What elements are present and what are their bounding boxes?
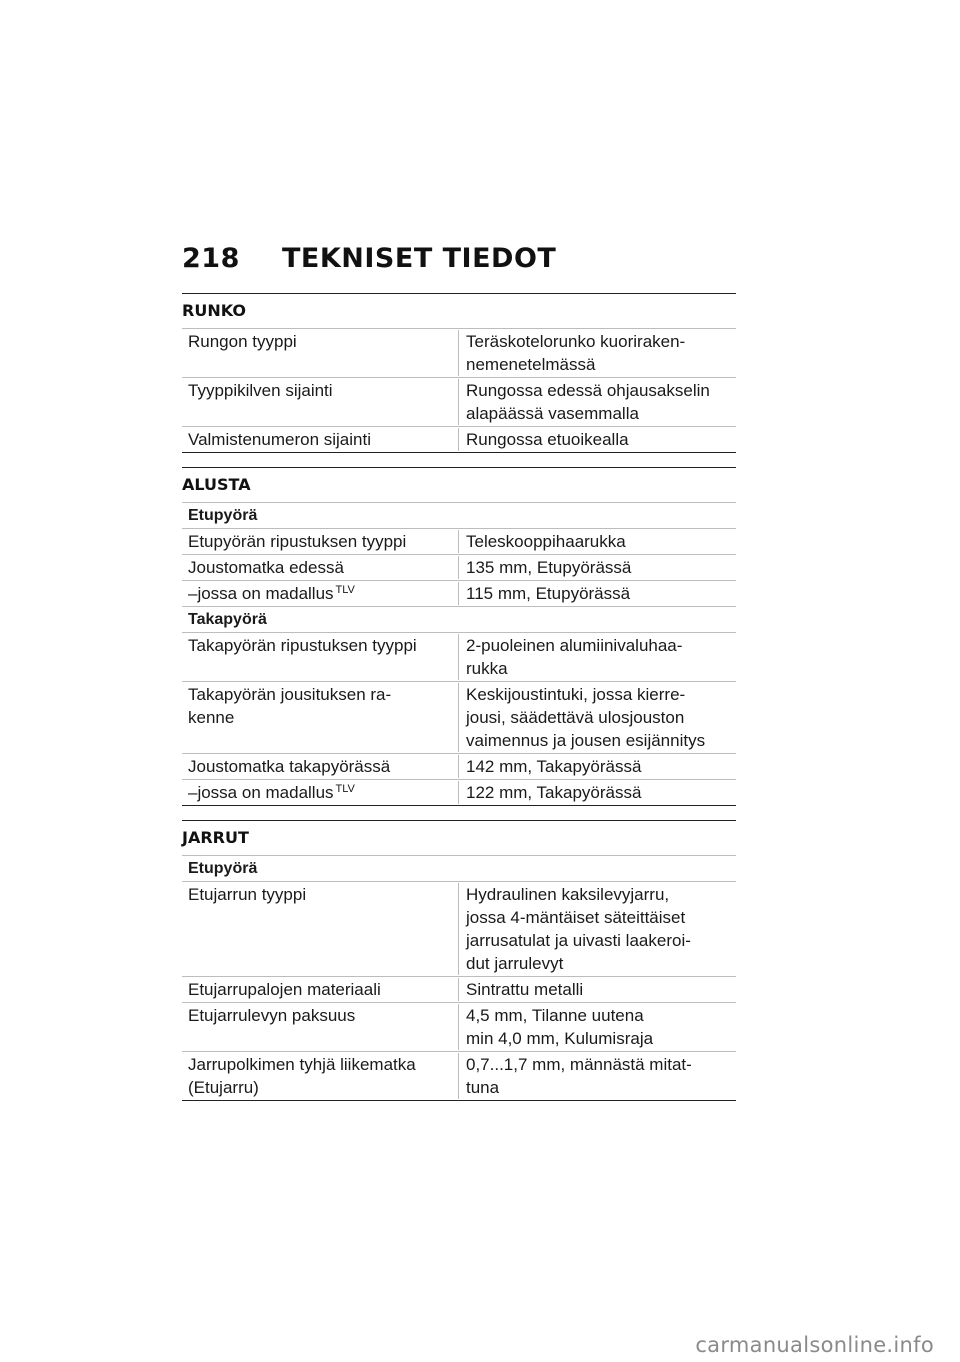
value-line: jarrusatulat ja uivasti laakeroi- xyxy=(466,931,691,950)
value-line: 4,5 mm, Tilanne uutena xyxy=(466,1006,644,1025)
value-line: min 4,0 mm, Kulumisraja xyxy=(466,1029,654,1048)
value-line: Teräskotelorunko kuoriraken- xyxy=(466,332,686,351)
row-value xyxy=(458,330,736,376)
value-line: Keskijoustintuki, jossa kierre- xyxy=(466,685,686,704)
section-title-alusta: ALUSTA xyxy=(182,475,251,494)
label-line: Takapyörän ripustuksen tyyppi xyxy=(188,636,417,655)
page-title: TEKNISET TIEDOT xyxy=(282,243,557,274)
subheading-row xyxy=(182,502,736,528)
value-line: vaimennus ja jousen esijännitys xyxy=(466,731,706,750)
value-line: Hydraulinen kaksilevyjarru, xyxy=(466,885,670,904)
tlv-superscript: TLV xyxy=(335,783,355,795)
subheading-row xyxy=(182,855,736,881)
label-text: –jossa on madallus xyxy=(188,584,334,603)
value-line: nemenetelmässä xyxy=(466,355,596,374)
row-label xyxy=(182,755,458,778)
row-label: Rungon tyyppi xyxy=(188,332,297,351)
section-runko xyxy=(182,293,736,453)
row-label xyxy=(182,634,458,680)
value-line: alapäässä vasemmalla xyxy=(466,404,639,423)
table-row xyxy=(182,881,736,976)
table-row xyxy=(182,554,736,580)
label-line: (Etujarru) xyxy=(188,1078,259,1097)
row-value: Teleskooppihaarukka xyxy=(458,530,736,553)
jarrut-table xyxy=(182,855,736,1101)
row-label xyxy=(182,1004,458,1050)
row-value xyxy=(458,978,736,1001)
row-value xyxy=(458,1053,736,1099)
row-label xyxy=(182,683,458,752)
runko-table xyxy=(182,328,736,453)
table-row xyxy=(182,753,736,779)
row-label: Joustomatka edessä xyxy=(188,558,344,577)
subheading-row xyxy=(182,606,736,632)
value-line: Rungossa edessä ohjausakselin xyxy=(466,381,710,400)
page-number: 218 xyxy=(182,243,240,274)
subheading-etupyora: Etupyörä xyxy=(188,860,258,877)
row-value xyxy=(458,634,736,680)
value-line: jossa 4-mäntäiset säteittäiset xyxy=(466,908,686,927)
table-row xyxy=(182,681,736,753)
row-label xyxy=(182,978,458,1001)
value-line: Rungossa etuoikealla xyxy=(466,430,629,449)
label-text: –jossa on madallus xyxy=(188,783,334,802)
section-title-jarrut: JARRUT xyxy=(182,828,249,847)
row-label: Valmistenumeron sijainti xyxy=(188,430,371,449)
row-value: 122 mm, Takapyörässä xyxy=(458,781,736,804)
table-row xyxy=(182,580,736,606)
section-title-runko: RUNKO xyxy=(182,301,246,320)
row-value xyxy=(458,883,736,975)
row-label xyxy=(182,1053,458,1099)
row-label: Tyyppikilven sijainti xyxy=(188,381,333,400)
alusta-table xyxy=(182,502,736,806)
row-value: 115 mm, Etupyörässä xyxy=(458,582,736,605)
value-line: dut jarrulevyt xyxy=(466,954,564,973)
table-row xyxy=(182,528,736,554)
table-row xyxy=(182,1051,736,1100)
table-row xyxy=(182,1002,736,1051)
value-line: tuna xyxy=(466,1078,500,1097)
table-row xyxy=(182,779,736,805)
label-line: kenne xyxy=(188,708,235,727)
row-value xyxy=(458,1004,736,1050)
label-line: Jarrupolkimen tyhjä liikematka xyxy=(188,1055,416,1074)
value-line: jousi, säädettävä ulosjouston xyxy=(466,708,685,727)
subheading-takapyora: Takapyörä xyxy=(188,611,267,628)
section-alusta xyxy=(182,467,736,806)
row-label xyxy=(182,582,458,605)
label-line: Etujarrun tyyppi xyxy=(188,885,307,904)
page-header xyxy=(182,243,556,274)
row-label xyxy=(182,781,458,804)
value-line: 2-puoleinen alumiinivaluhaa- xyxy=(466,636,683,655)
value-line: Sintrattu metalli xyxy=(466,980,584,999)
table-row xyxy=(182,632,736,681)
row-label xyxy=(182,883,458,975)
table-row xyxy=(182,328,736,377)
label-line: Takapyörän jousituksen ra- xyxy=(188,685,392,704)
label-line: Joustomatka takapyörässä xyxy=(188,757,391,776)
row-value: 135 mm, Etupyörässä xyxy=(458,556,736,579)
row-value xyxy=(458,379,736,425)
spec-content xyxy=(182,293,736,1101)
row-value xyxy=(458,428,736,451)
label-line: Etujarrulevyn paksuus xyxy=(188,1006,356,1025)
value-line: 0,7...1,7 mm, männästä mitat- xyxy=(466,1055,692,1074)
table-row xyxy=(182,976,736,1002)
value-line: 142 mm, Takapyörässä xyxy=(466,757,642,776)
table-row xyxy=(182,426,736,452)
section-jarrut xyxy=(182,820,736,1101)
value-line: rukka xyxy=(466,659,508,678)
label-line: Etujarrupalojen materiaali xyxy=(188,980,381,999)
table-row xyxy=(182,377,736,426)
row-label: Etupyörän ripustuksen tyyppi xyxy=(188,532,407,551)
row-value xyxy=(458,755,736,778)
subheading-etupyora: Etupyörä xyxy=(188,507,258,524)
watermark: carmanualsonline.info xyxy=(695,1333,934,1357)
row-value xyxy=(458,683,736,752)
tlv-superscript: TLV xyxy=(335,584,355,596)
